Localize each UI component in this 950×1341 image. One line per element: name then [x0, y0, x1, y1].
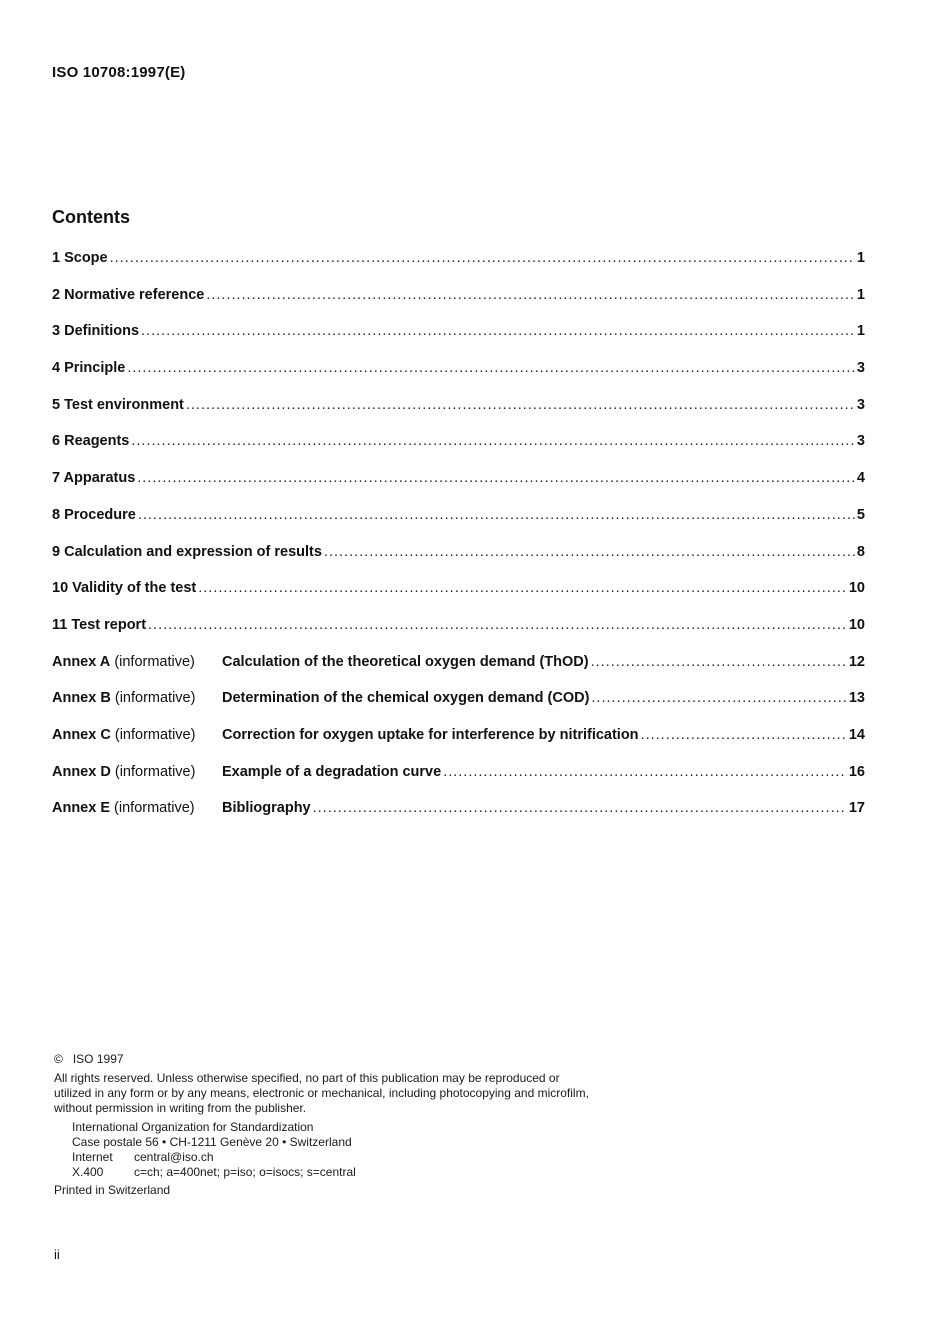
toc-entry-label: 6 Reagents — [52, 433, 130, 450]
dot-leader — [148, 617, 847, 633]
publisher-address — [54, 1120, 594, 1180]
dot-leader — [138, 507, 855, 523]
annex-letter: Annex B — [52, 690, 111, 707]
annex-type: (informative) — [114, 763, 196, 780]
toc-entry-scope[interactable] — [52, 250, 865, 287]
annex-title: Calculation of the theoretical oxygen demand (ThOD) — [222, 653, 589, 670]
dot-leader — [443, 764, 847, 780]
internet-row — [72, 1150, 594, 1165]
contents-heading: Contents — [52, 207, 130, 227]
toc-entry-normative-reference[interactable] — [52, 287, 865, 324]
dot-leader — [324, 544, 855, 560]
toc-entry-page: 1 — [856, 323, 865, 340]
dot-leader — [591, 654, 847, 670]
dot-leader — [131, 433, 855, 449]
page-number: ii — [54, 1247, 60, 1262]
x400-row — [72, 1165, 594, 1180]
internet-label: Internet — [72, 1150, 113, 1164]
dot-leader — [641, 727, 847, 743]
dot-leader — [110, 250, 855, 266]
toc-entry-label: 9 Calculation and expression of results — [52, 543, 322, 560]
toc-entry-apparatus[interactable] — [52, 470, 865, 507]
x400-label: X.400 — [72, 1165, 104, 1179]
dot-leader — [186, 397, 855, 413]
dot-leader — [198, 580, 847, 596]
org-name: International Organization for Standardization — [72, 1120, 314, 1134]
annex-type: (informative) — [114, 690, 196, 707]
annex-title: Example of a degradation curve — [222, 763, 442, 780]
toc-entry-label: 5 Test environment — [52, 396, 184, 413]
toc-entry-definitions[interactable] — [52, 323, 865, 360]
toc-entry-label: 8 Procedure — [52, 506, 136, 523]
annex-type: (informative) — [114, 653, 195, 670]
dot-leader — [141, 323, 855, 339]
annex-letter: Annex E — [52, 800, 111, 817]
toc-entry-label: 4 Principle — [52, 360, 126, 377]
toc-annex-a[interactable] — [52, 654, 865, 691]
annex-id — [52, 727, 222, 743]
toc-entry-test-report[interactable] — [52, 617, 865, 654]
toc-entry-label: 2 Normative reference — [52, 286, 205, 303]
toc-entry-page: 16 — [848, 763, 865, 780]
toc-entry-label: 3 Definitions — [52, 323, 140, 340]
annex-title: Bibliography — [222, 800, 311, 817]
toc-annex-c[interactable] — [52, 727, 865, 764]
toc-entry-page: 1 — [856, 250, 865, 266]
x400-value: c=ch; a=400net; p=iso; o=isocs; s=central — [134, 1165, 356, 1179]
toc-entry-page: 8 — [856, 543, 865, 560]
annex-letter: Annex C — [52, 726, 111, 743]
dot-leader — [127, 360, 855, 376]
internet-value[interactable]: central@iso.ch — [134, 1150, 214, 1164]
toc-entry-page: 13 — [848, 690, 865, 707]
toc-entry-reagents[interactable] — [52, 433, 865, 470]
dot-leader — [591, 690, 846, 706]
toc-entry-calculation[interactable] — [52, 544, 865, 581]
annex-id — [52, 654, 222, 670]
toc-entry-page: 4 — [856, 470, 865, 487]
toc-entry-page: 17 — [848, 800, 865, 817]
rights-statement: All rights reserved. Unless otherwise specified, no part of this publication may be reproduced or utilized in any form or by any means, electronic or mechanical, including photocopying and microfilm, without permission in writing from the publisher. — [54, 1071, 589, 1115]
toc-entry-principle[interactable] — [52, 360, 865, 397]
annex-letter: Annex D — [52, 763, 111, 780]
toc-entry-label: 7 Apparatus — [52, 470, 136, 487]
annex-type: (informative) — [114, 800, 195, 817]
annex-letter: Annex A — [52, 653, 111, 670]
toc-annex-b[interactable] — [52, 690, 865, 727]
toc-entry-page: 3 — [856, 433, 865, 450]
dot-leader — [313, 800, 847, 816]
printed-in: Printed in Switzerland — [54, 1183, 171, 1197]
document-id: ISO 10708:1997(E) — [52, 64, 186, 81]
toc-entry-page: 5 — [856, 506, 865, 523]
toc-entry-label: 10 Validity of the test — [52, 580, 197, 597]
toc-annex-e[interactable] — [52, 800, 865, 837]
toc-entry-procedure[interactable] — [52, 507, 865, 544]
toc-entry-page: 14 — [848, 726, 865, 743]
toc-entry-test-environment[interactable] — [52, 397, 865, 434]
annex-title: Determination of the chemical oxygen demand (COD) — [222, 690, 590, 707]
annex-id — [52, 800, 222, 816]
copyright-notice — [54, 1052, 594, 1198]
org-address: Case postale 56 • CH-1211 Genève 20 • Switzerland — [72, 1135, 352, 1149]
dot-leader — [137, 470, 855, 486]
toc-entry-validity[interactable] — [52, 580, 865, 617]
toc-entry-page: 12 — [848, 653, 865, 670]
copyright-icon: © — [54, 1052, 63, 1066]
copyright-line — [54, 1052, 594, 1067]
table-of-contents — [52, 250, 865, 837]
toc-annex-d[interactable] — [52, 764, 865, 801]
annex-type: (informative) — [114, 726, 196, 743]
toc-entry-label: 11 Test report — [52, 616, 147, 633]
annex-id — [52, 690, 222, 706]
toc-entry-page: 1 — [856, 286, 865, 303]
toc-entry-page: 10 — [848, 580, 865, 597]
toc-entry-page: 3 — [856, 360, 865, 377]
dot-leader — [206, 287, 855, 303]
toc-entry-label: 1 Scope — [52, 250, 108, 266]
annex-id — [52, 764, 222, 780]
annex-title: Correction for oxygen uptake for interference by nitrification — [222, 726, 639, 743]
copyright-text: ISO 1997 — [72, 1052, 124, 1066]
toc-entry-page: 10 — [848, 616, 865, 633]
toc-entry-page: 3 — [856, 396, 865, 413]
